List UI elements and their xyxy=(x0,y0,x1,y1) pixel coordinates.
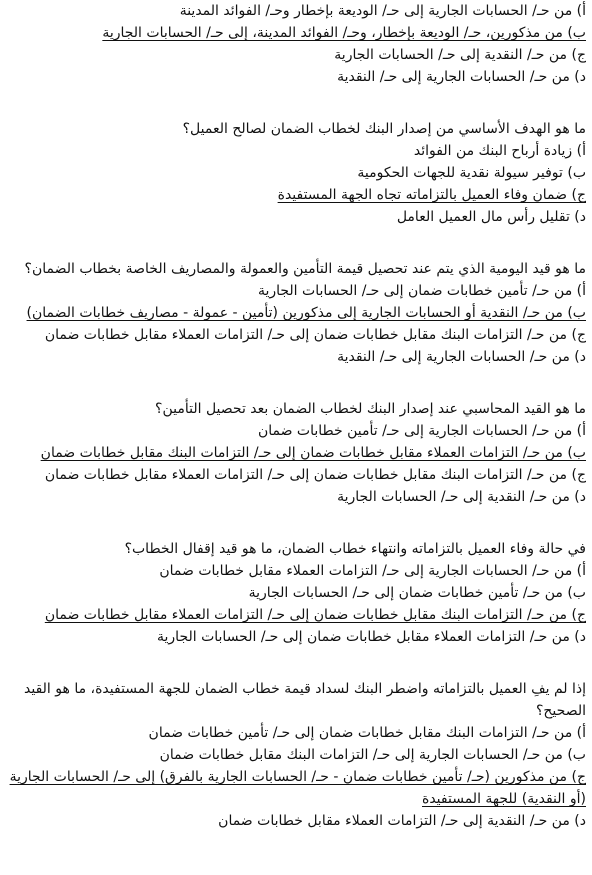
option-c-correct-continued: (أو النقدية) للجهة المستفيدة xyxy=(422,791,586,807)
option-b: ب) توفير سيولة نقدية للجهات الحكومية xyxy=(357,165,586,181)
question-block-6 xyxy=(6,678,586,832)
option-a: أ) من حـ/ التزامات البنك مقابل خطابات ضمان إلى حـ/ تأمين خطابات ضمان xyxy=(148,725,586,741)
option-c: ج) من حـ/ النقدية إلى حـ/ الحسابات الجارية xyxy=(334,47,586,63)
option-c-correct: ج) من مذكورين (حـ/ تأمين خطابات ضمان - حـ/ الحسابات الجارية بالفرق) إلى حـ/ الحسابات الجارية xyxy=(9,769,586,785)
option-c-correct: ج) ضمان وفاء العميل بالتزاماته تجاه الجهة المستفيدة xyxy=(277,187,586,203)
question-block-3 xyxy=(6,258,586,368)
option-c: ج) من حـ/ التزامات البنك مقابل خطابات ضمان إلى حـ/ التزامات العملاء مقابل خطابات ضمان xyxy=(44,467,586,483)
question-text: في حالة وفاء العميل بالتزاماته وانتهاء خطاب الضمان، ما هو قيد إقفال الخطاب؟ xyxy=(124,541,586,557)
option-d: د) من حـ/ النقدية إلى حـ/ التزامات العملاء مقابل خطابات ضمان xyxy=(218,813,586,829)
option-c: ج) من حـ/ التزامات البنك مقابل خطابات ضمان إلى حـ/ التزامات العملاء مقابل خطابات ضمان xyxy=(44,327,586,343)
option-a: أ) من حـ/ تأمين خطابات ضمان إلى حـ/ الحسابات الجارية xyxy=(257,283,586,299)
option-b-correct: ب) من مذكورين، حـ/ الوديعة بإخطار، وحـ/ الفوائد المدينة، إلى حـ/ الحسابات الجارية xyxy=(102,25,586,41)
question-block-2 xyxy=(6,118,586,228)
option-d: د) من حـ/ الحسابات الجارية إلى حـ/ النقدية xyxy=(337,349,586,365)
option-d: د) من حـ/ التزامات العملاء مقابل خطابات ضمان إلى حـ/ الحسابات الجارية xyxy=(157,629,586,645)
option-d: د) من حـ/ النقدية إلى حـ/ الحسابات الجارية xyxy=(337,489,586,505)
option-a: أ) زيادة أرباح البنك من الفوائد xyxy=(413,143,586,159)
option-c-correct: ج) من حـ/ التزامات البنك مقابل خطابات ضمان إلى حـ/ التزامات العملاء مقابل خطابات ضمان xyxy=(44,607,586,623)
option-b-correct: ب) من حـ/ التزامات العملاء مقابل خطابات ضمان إلى حـ/ التزامات البنك مقابل خطابات ضمان xyxy=(40,445,586,461)
question-text: إذا لم يفِ العميل بالتزاماته واضطر البنك لسداد قيمة خطاب الضمان للجهة المستفيدة، ما هو القيد الصحيح؟ xyxy=(24,681,586,719)
option-b: ب) من حـ/ تأمين خطابات ضمان إلى حـ/ الحسابات الجارية xyxy=(248,585,586,601)
question-block-4 xyxy=(6,398,586,508)
question-block-5 xyxy=(6,538,586,648)
option-a: أ) من حـ/ الحسابات الجارية إلى حـ/ تأمين خطابات ضمان xyxy=(257,423,586,439)
option-a: أ) من حـ/ الحسابات الجارية إلى حـ/ الوديعة بإخطار وحـ/ الفوائد المدينة xyxy=(179,3,586,19)
option-d: د) من حـ/ الحسابات الجارية إلى حـ/ النقدية xyxy=(337,69,586,85)
option-b: ب) من حـ/ الحسابات الجارية إلى حـ/ التزامات البنك مقابل خطابات ضمان xyxy=(159,747,586,763)
question-block-1 xyxy=(6,0,586,88)
option-a: أ) من حـ/ الحسابات الجارية إلى حـ/ التزامات العملاء مقابل خطابات ضمان xyxy=(159,563,586,579)
option-b-correct: ب) من حـ/ النقدية أو الحسابات الجارية إلى مذكورين (تأمين - عمولة - مصاريف خطابات الضمان) xyxy=(26,305,586,321)
question-text: ما هو قيد اليومية الذي يتم عند تحصيل قيمة التأمين والعمولة والمصاريف الخاصة بخطاب الضمان؟ xyxy=(24,261,586,277)
question-text: ما هو الهدف الأساسي من إصدار البنك لخطاب الضمان لصالح العميل؟ xyxy=(182,121,586,137)
option-d: د) تقليل رأس مال العميل العامل xyxy=(396,209,586,225)
question-text: ما هو القيد المحاسبي عند إصدار البنك لخطاب الضمان بعد تحصيل التأمين؟ xyxy=(155,401,586,417)
